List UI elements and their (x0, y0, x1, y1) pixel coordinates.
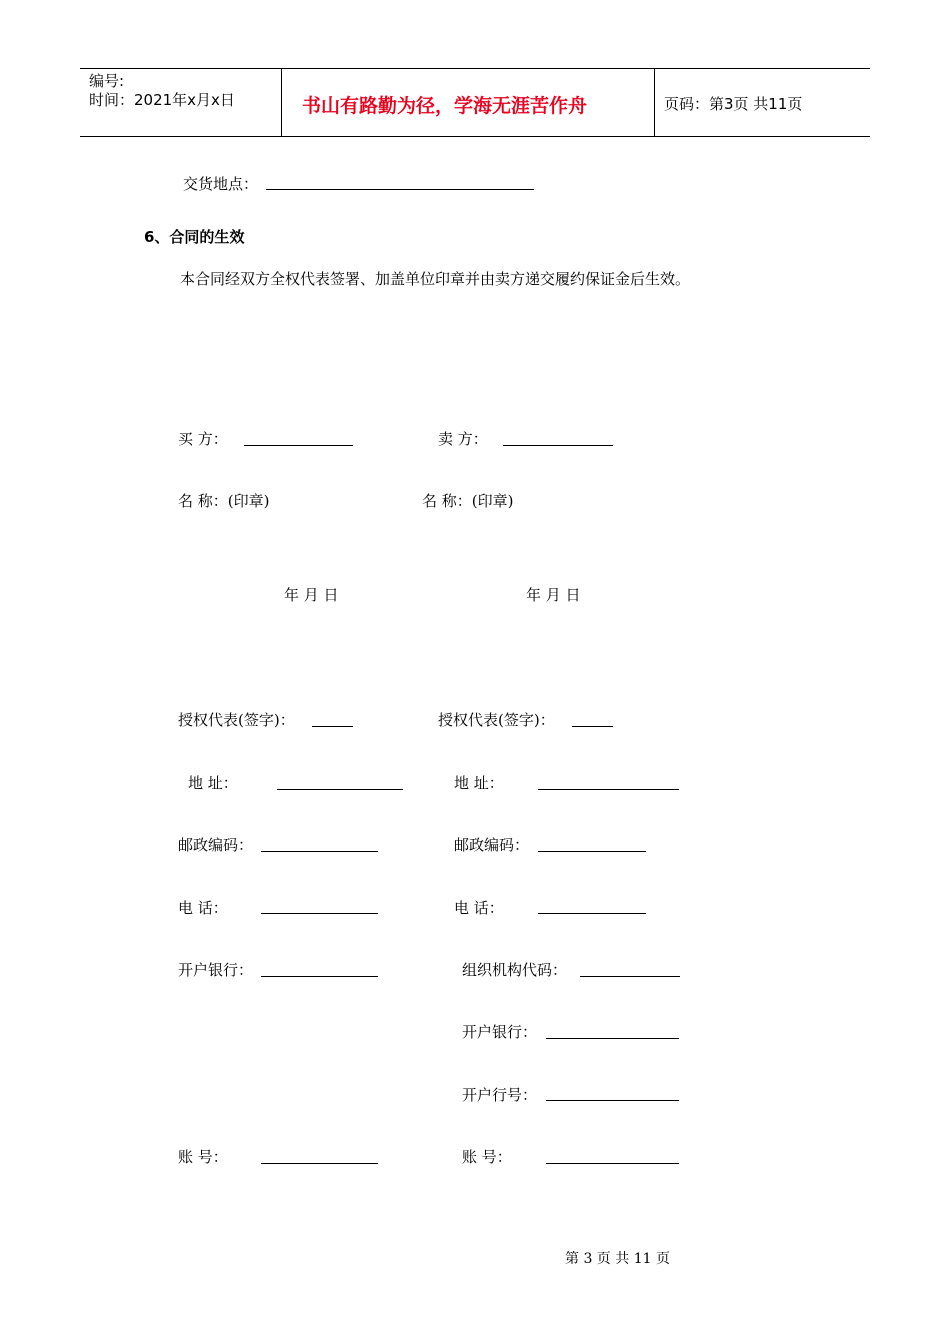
buyer-date: 年 月 日 (284, 586, 339, 604)
seller-postcode-label: 邮政编码： (454, 836, 530, 854)
seller-phone-label: 电 话： (454, 899, 504, 917)
buyer-bank-label: 开户银行： (178, 961, 254, 979)
seller-address-line (538, 789, 679, 790)
seller-bank-line (546, 1038, 679, 1039)
buyer-line (244, 445, 353, 446)
header-bottom-rule (80, 136, 870, 137)
header-number-label: 编号: (89, 72, 125, 90)
footer-page-number: 第 3 页 共 11 页 (565, 1251, 670, 1267)
seller-bank-number-label: 开户行号： (462, 1086, 538, 1104)
buyer-address-line (277, 789, 403, 790)
seller-line (503, 445, 613, 446)
buyer-account-label: 账 号： (178, 1148, 228, 1166)
header-divider-left (281, 68, 282, 136)
seller-name-seal: 名 称：(印章) (422, 492, 514, 510)
header-top-rule (80, 68, 870, 69)
seller-address-label: 地 址： (454, 774, 504, 792)
section6-body: 本合同经双方全权代表签署、加盖单位印章并由卖方递交履约保证金后生效。 (180, 270, 691, 288)
buyer-phone-line (261, 913, 378, 914)
seller-account-label: 账 号： (462, 1148, 512, 1166)
seller-bank-label: 开户银行： (462, 1023, 538, 1041)
seller-rep-line (572, 726, 613, 727)
header-divider-right (654, 68, 655, 136)
section6-title: 6、合同的生效 (144, 228, 245, 246)
seller-org-code-line (580, 976, 680, 977)
buyer-label: 买 方： (178, 430, 228, 448)
buyer-rep-label: 授权代表(签字)： (178, 711, 295, 729)
delivery-place-label: 交货地点： (183, 175, 259, 193)
seller-account-line (546, 1163, 679, 1164)
header-motto: 书山有路勤为径，学海无涯苦作舟 (302, 95, 588, 117)
buyer-postcode-label: 邮政编码： (178, 836, 254, 854)
seller-phone-line (538, 913, 646, 914)
seller-rep-label: 授权代表(签字)： (438, 711, 555, 729)
buyer-account-line (261, 1163, 378, 1164)
buyer-rep-line (312, 726, 353, 727)
buyer-postcode-line (261, 851, 378, 852)
header-page-info: 页码：第3页 共11页 (664, 95, 803, 113)
seller-bank-number-line (546, 1100, 679, 1101)
seller-label: 卖 方： (438, 430, 488, 448)
buyer-name-seal: 名 称：(印章) (178, 492, 270, 510)
seller-postcode-line (538, 851, 646, 852)
header-time-label: 时间：2021年x月x日 (89, 91, 235, 109)
buyer-address-label: 地 址： (188, 774, 238, 792)
seller-org-code-label: 组织机构代码： (462, 961, 568, 979)
buyer-bank-line (261, 976, 378, 977)
seller-date: 年 月 日 (526, 586, 581, 604)
buyer-phone-label: 电 话： (178, 899, 228, 917)
delivery-place-line (266, 189, 534, 190)
